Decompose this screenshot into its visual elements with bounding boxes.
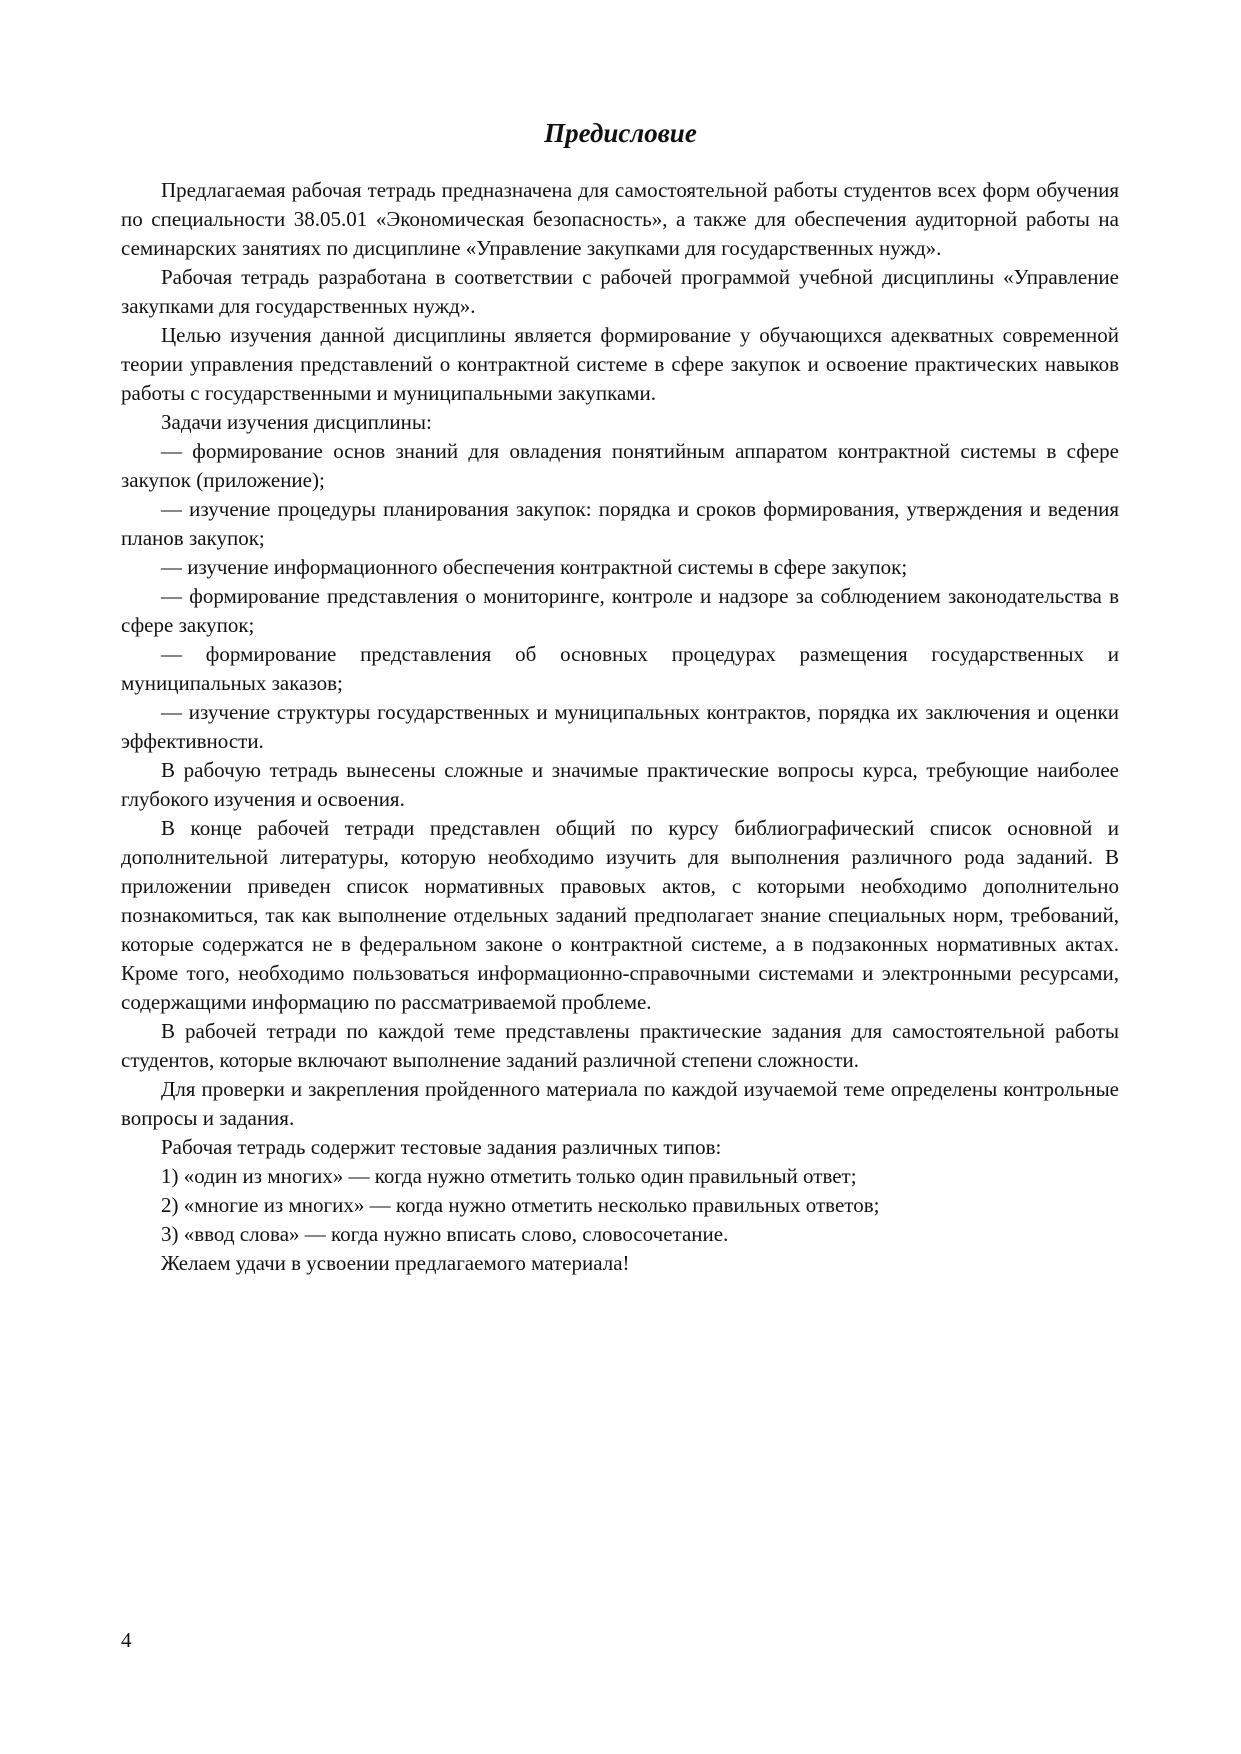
- list-item-test-type: 2) «многие из многих» — когда нужно отметить несколько правильных ответов;: [161, 1193, 880, 1217]
- paragraph-goal: Целью изучения данной дисциплины является формирование у обучающихся адекватных современной теории управления представлений о контрактной системе в сфере закупок и освоение практических навыков работы с государственными и муниципальными закупками.: [121, 323, 1119, 405]
- list-item-task: — изучение процедуры планирования закупок: порядка и сроков формирования, утверждения и ведения планов закупок;: [121, 497, 1119, 550]
- paragraph-intro: Предлагаемая рабочая тетрадь предназначена для самостоятельной работы студентов всех форм обучения по специальности 38.05.01 «Экономическая безопасность», а также для обеспечения аудиторной работы на семинарских занятиях по дисциплине «Управление закупками для государственных нужд».: [121, 178, 1119, 260]
- list-item-test-type: 3) «ввод слова» — когда нужно вписать слово, словосочетание.: [161, 1222, 729, 1246]
- list-item-task: — формирование представления о мониторинге, контроле и надзоре за соблюдением законодательства в сфере закупок;: [121, 584, 1119, 637]
- paragraph-practical-tasks: В рабочей тетради по каждой теме представлены практические задания для самостоятельной работы студентов, которые включают выполнение заданий различной степени сложности.: [121, 1019, 1119, 1072]
- page-title: Предисловие: [544, 118, 697, 148]
- list-item-task: — изучение информационного обеспечения контрактной системы в сфере закупок;: [161, 555, 908, 579]
- paragraph-bibliography: В конце рабочей тетради представлен общий по курсу библиографический список основной и дополнительной литературы, которую необходимо изучить для выполнения различного рода заданий. В приложении приведен список нормативных правовых актов, с которыми необходимо дополнительно познакомиться, так как выполнение отдельных заданий предполагает знание специальных норм, требований, которые содержатся не в федеральном законе о контрактной системе, а в подзаконных нормативных актах. Кроме того, необходимо пользоваться информационно-справочными системами и электронными ресурсами, содержащими информацию по рассматриваемой проблеме.: [121, 816, 1119, 1014]
- paragraph-control-questions: Для проверки и закрепления пройденного материала по каждой изучаемой теме определены контрольные вопросы и задания.: [121, 1077, 1119, 1130]
- paragraph-tasks-heading: Задачи изучения дисциплины:: [161, 410, 432, 434]
- list-item-task: — изучение структуры государственных и муниципальных контрактов, порядка их заключения и оценки эффективности.: [121, 700, 1119, 753]
- list-item-task: — формирование основ знаний для овладения понятийным аппаратом контрактной системы в сфере закупок (приложение);: [121, 439, 1119, 492]
- list-item-task: — формирование представления об основных процедурах размещения государственных и муниципальных заказов;: [121, 642, 1119, 695]
- paragraph-closing: Желаем удачи в усвоении предлагаемого материала!: [161, 1251, 630, 1275]
- paragraph-complex-questions: В рабочую тетрадь вынесены сложные и значимые практические вопросы курса, требующие наиболее глубокого изучения и освоения.: [121, 758, 1119, 811]
- body-text: [121, 176, 1119, 1278]
- list-item-test-type: 1) «один из многих» — когда нужно отметить только один правильный ответ;: [161, 1164, 857, 1188]
- page-number: 4: [121, 1628, 132, 1652]
- paragraph-test-types-heading: Рабочая тетрадь содержит тестовые задания различных типов:: [161, 1135, 722, 1159]
- paragraph-program: Рабочая тетрадь разработана в соответствии с рабочей программой учебной дисциплины «Управление закупками для государственных нужд».: [121, 265, 1119, 318]
